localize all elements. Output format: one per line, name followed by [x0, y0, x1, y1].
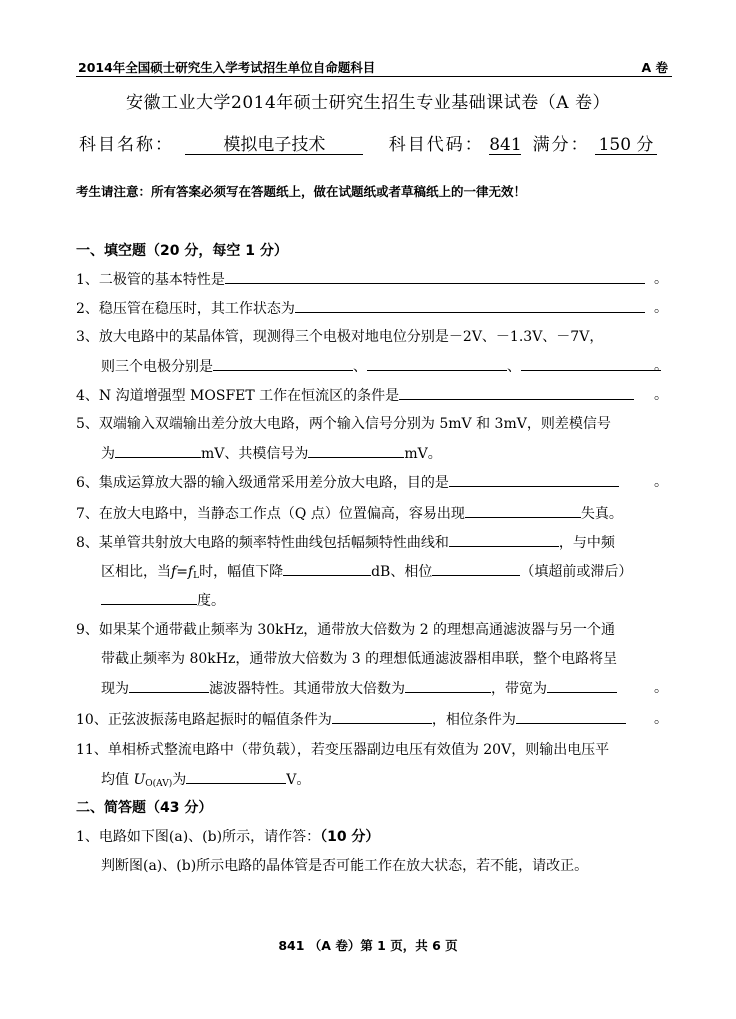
q3-line1: 3、放大电路中的某晶体管，现测得三个电极对地电位分别是－2V、－1.3V、－7V， [76, 329, 604, 345]
q2-period: 。 [654, 300, 668, 316]
q6-blank [449, 472, 619, 487]
q9-blank-1 [129, 678, 209, 693]
q4: 4、N 沟道增强型 MOSFET 工作在恒流区的条件是 。 [76, 387, 668, 404]
score-value: 150 分 [595, 136, 657, 155]
q11-line1: 11、单相桥式整流电路中（带负载），若变压器副边电压有效值为 20V，则输出电压平 [76, 742, 610, 758]
q8-line3: 度。 [101, 590, 672, 611]
q7: 7、在放大电路中，当静态工作点（Q 点）位置偏高，容易出现 失真。 [76, 503, 672, 524]
s2-q1-line1: 1、电路如下图(a)、(b)所示，请作答：（10 分） [76, 829, 380, 845]
q9-blank-2 [405, 678, 491, 693]
q3-line2: 则三个电极分别是 、 、 。 [101, 358, 668, 375]
header-right: A 卷 [641, 60, 668, 75]
q9-blank-3 [547, 678, 617, 693]
q3-blank-1 [213, 356, 353, 371]
q8-blank-3 [432, 561, 520, 576]
q10: 10、正弦波振荡电路起振时的幅值条件为 ，相位条件为 。 [76, 711, 668, 728]
q2-text: 2、稳压管在稳压时，其工作状态为 [76, 301, 295, 317]
subject-name-label: 科目名称： [78, 135, 174, 155]
page-footer: 841 （A 卷）第 1 页，共 6 页 [278, 938, 458, 953]
q7-blank [465, 503, 581, 518]
q3-blank-3 [521, 356, 661, 371]
q2-blank [295, 298, 645, 313]
score-label: 满分： [532, 135, 590, 155]
section2-heading: 二、简答题（43 分） [76, 800, 213, 816]
q1 [76, 269, 672, 290]
header-left: 2014年全国硕士研究生入学考试招生单位自命题科目 [78, 60, 376, 75]
q5-blank-2 [308, 443, 404, 458]
q10-blank-2 [516, 709, 626, 724]
q8-blank-2 [283, 561, 371, 576]
subject-line [0, 130, 736, 155]
q9-line2: 带截止频率为 80kHz，通带放大倍数为 3 的理想低通滤波器相串联，整个电路将呈 [101, 651, 618, 667]
notice: 考生请注意：所有答案必须写在答题纸上，做在试题纸或者草稿纸上的一律无效！ [76, 184, 527, 199]
q1-text: 1、二极管的基本特性是 [76, 272, 225, 288]
q10-blank-1 [332, 709, 432, 724]
q8-line1: 8、某单管共射放大电路的频率特性曲线包括幅频特性曲线和 ，与中频 [76, 532, 672, 553]
q4-blank [399, 385, 634, 400]
q1-period: 。 [654, 271, 668, 287]
q8-blank-4 [101, 590, 197, 605]
exam-title: 安徽工业大学2014年硕士研究生招生专业基础课试卷（A 卷） [126, 93, 610, 113]
q5-line1: 5、双端输入双端输出差分放大电路，两个输入信号分别为 5mV 和 3mV，则差模信号 [76, 416, 611, 432]
q5-line2: 为 mV、共模信号为 mV。 [101, 443, 672, 464]
subject-code-value: 841 [489, 135, 522, 155]
q2 [76, 298, 672, 319]
section1-heading: 一、填空题（20 分，每空 1 分） [76, 243, 288, 259]
q8-blank-1 [449, 532, 559, 547]
page-header [76, 56, 672, 77]
q8-line2: 区相比，当$f=f_L$时，幅值下降 dB、相位 （填超前或滞后） [101, 561, 672, 586]
q3-blank-2 [367, 356, 507, 371]
subject-code-label: 科目代码： [388, 135, 484, 155]
q9-line3: 现为 滤波器特性。其通带放大倍数为 ，带宽为 。 [101, 680, 668, 697]
q1-blank [225, 269, 645, 284]
q6: 6、集成运算放大器的输入级通常采用差分放大电路，目的是 。 [76, 474, 668, 491]
s2-q1-line2: 判断图(a)、(b)所示电路的晶体管是否可能工作在放大状态，若不能，请改正。 [101, 858, 589, 874]
q5-blank-1 [115, 443, 201, 458]
subject-name-value: 模拟电子技术 [185, 136, 363, 155]
q11-blank [186, 769, 286, 784]
q9-line1: 9、如果某个通带截止频率为 30kHz，通带放大倍数为 2 的理想高通滤波器与另一个通 [76, 622, 616, 638]
q11-line2: 均值 $U_{O(AV)}$为 V。 [101, 769, 672, 794]
